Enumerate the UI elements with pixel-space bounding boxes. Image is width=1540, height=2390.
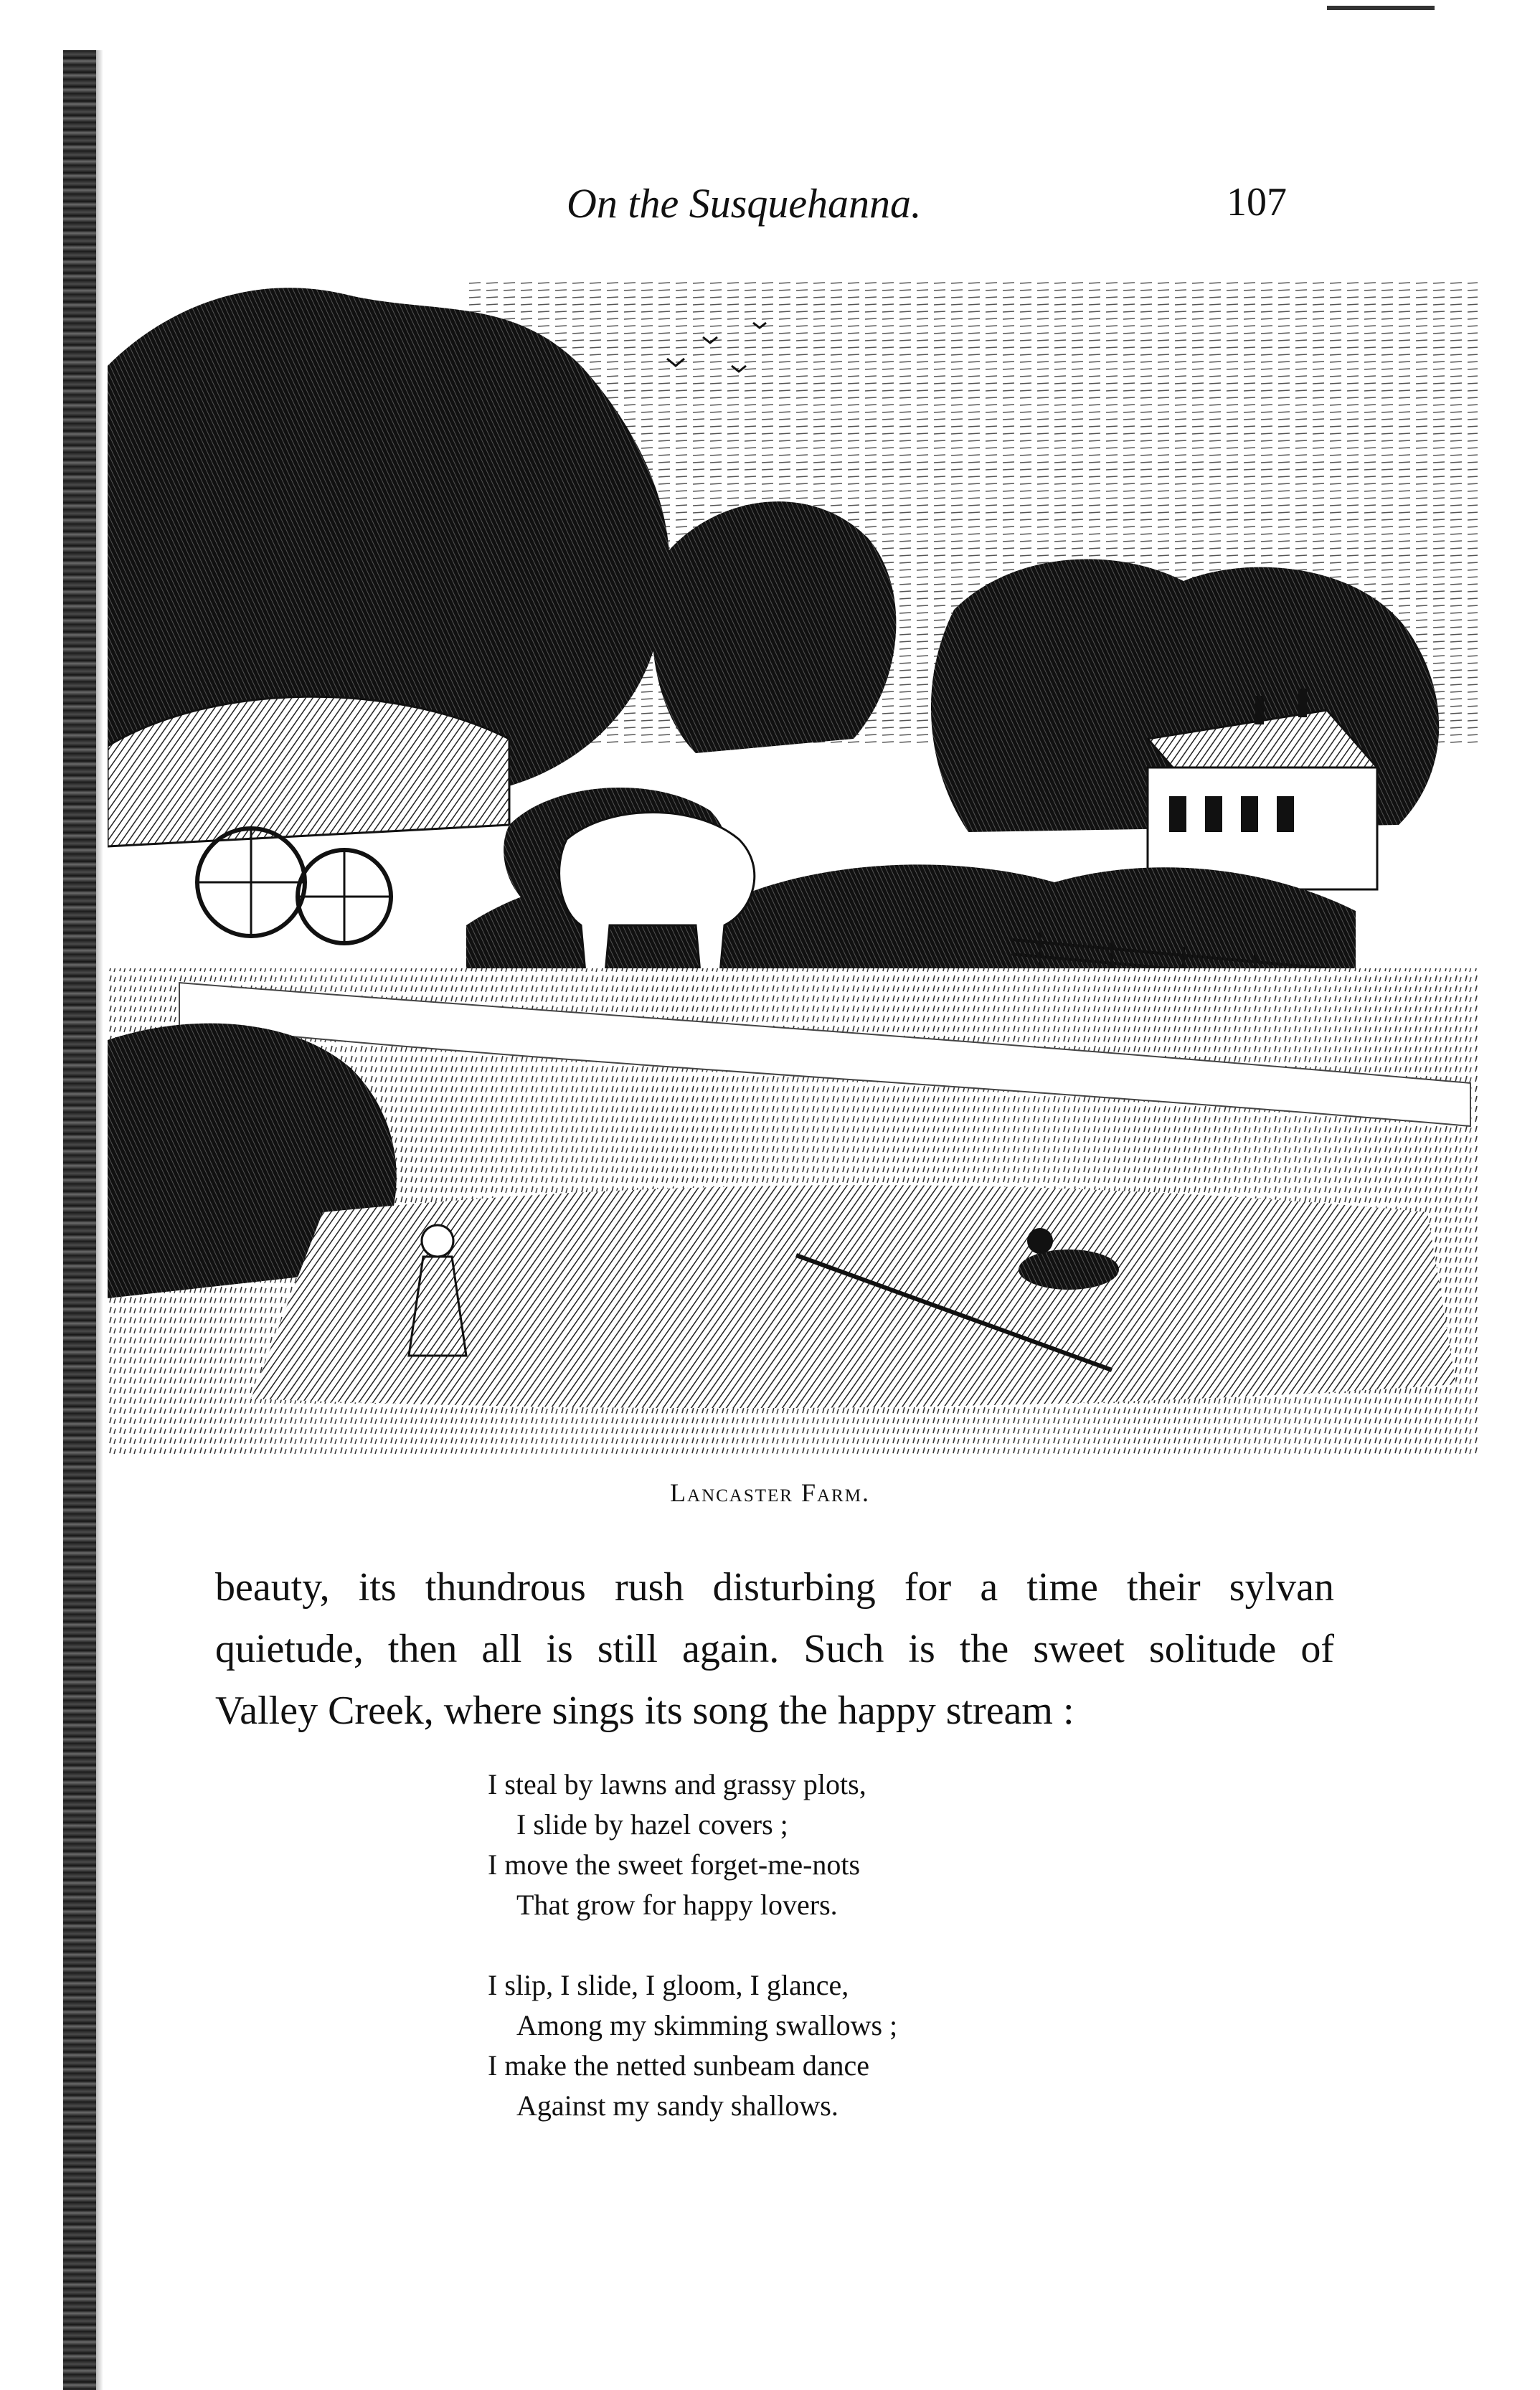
running-head (0, 179, 1540, 237)
verse-line: I make the netted sunbeam dance (488, 2049, 869, 2082)
verse-line: That grow for happy lovers. (516, 1889, 838, 1921)
hay-wagon (108, 696, 509, 943)
foliage-center (652, 501, 896, 753)
prose-line: beauty, its thundrous rush disturbing for a time their sylvan (215, 1565, 1334, 1610)
prose-line: quietude, then all is still again. Such is the sweet solitude of (215, 1627, 1334, 1671)
poem (488, 1765, 1133, 2126)
book-binding-edge (63, 50, 96, 2390)
prose-paragraph (215, 1557, 1334, 1742)
poem-stanza (488, 1765, 1133, 1925)
verse-line: I steal by lawns and grassy plots, (488, 1768, 866, 1800)
verse-line: I slip, I slide, I gloom, I glance, (488, 1969, 849, 2001)
illustration-caption: Lancaster Farm. (670, 1478, 870, 1507)
verse-line: Among my skimming swallows ; (516, 2009, 898, 2041)
running-title: On the Susquehanna. (567, 180, 922, 227)
verse-line: I slide by hazel covers ; (516, 1808, 788, 1841)
corner-rule (1327, 6, 1435, 10)
farm-engraving (108, 280, 1478, 1456)
stanza-gap (488, 1925, 1133, 1965)
binding-shadow (96, 50, 103, 2390)
page-number: 107 (1227, 180, 1287, 225)
prose-line: Valley Creek, where sings its song the happy stream : (215, 1688, 1074, 1733)
verse-line: I move the sweet forget-me-nots (488, 1848, 861, 1881)
verse-line: Against my sandy shallows. (516, 2089, 839, 2122)
poem-stanza (488, 1965, 1133, 2126)
